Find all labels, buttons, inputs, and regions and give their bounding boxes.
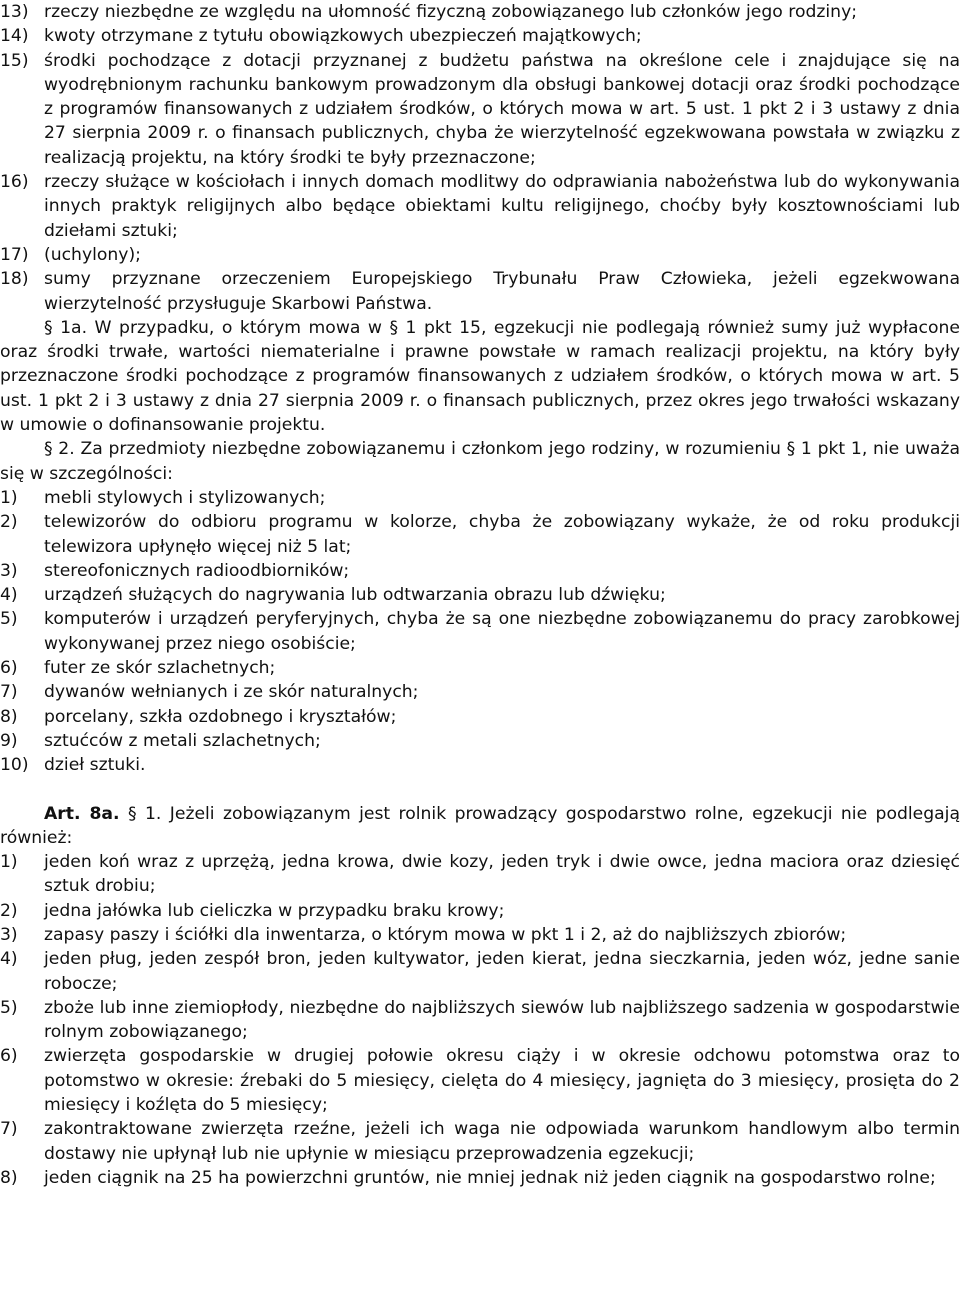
- item-text: kwoty otrzymane z tytułu obowiązkowych ubezpieczeń majątkowych;: [44, 26, 642, 47]
- farmer-exemption-list: [0, 850, 960, 1190]
- list-item: [0, 680, 960, 704]
- paragraph-mark: § 1a.: [44, 317, 88, 338]
- item-text: urządzeń służących do nagrywania lub odtwarzania obrazu lub dźwięku;: [44, 585, 666, 606]
- paragraph-text: W przypadku, o którym mowa w § 1 pkt 15, egzekucji nie podlegają również sumy już wypłacone oraz środki trwałe, wartości niematerialne i prawne powstałe w ramach realizacji projektu, na który były przeznaczone środki pochodzące z programów finansowanych z udziałem środków, o których mowa w art. 5 ust. 1 pkt 2 i 3 ustawy z dnia 27 sierpnia 2009 r. o finansach publicznych, przez okres jego trwałości wskazany w umowie o dofinansowanie projektu.: [0, 317, 960, 436]
- item-number: 3): [0, 560, 18, 581]
- item-number: 10): [0, 755, 29, 776]
- paragraph-text: Za przedmioty niezbędne zobowiązanemu i członkom jego rodziny, w rozumieniu § 1 pkt 1, nie uważa się w szczególności:: [0, 439, 960, 484]
- item-number: 8): [0, 706, 18, 727]
- item-text: sumy przyznane orzeczeniem Europejskiego Trybunału Praw Człowieka, jeżeli egzekwowana wierzytelność przysługuje Skarbowi Państwa.: [44, 269, 960, 314]
- list-item: [0, 1166, 960, 1190]
- list-item: [0, 243, 960, 267]
- item-number: 13): [0, 2, 29, 22]
- item-number: 7): [0, 1119, 18, 1140]
- item-text: rzeczy niezbędne ze względu na ułomność fizyczną zobowiązanego lub członków jego rodziny;: [44, 2, 858, 22]
- item-text: jeden ciągnik na 25 ha powierzchni gruntów, nie mniej jednak niż jeden ciągnik na gospodarstwo rolne;: [44, 1167, 936, 1188]
- list-item: [0, 947, 960, 996]
- item-text: komputerów i urządzeń peryferyjnych, chyba że są one niezbędne zobowiązanemu do pracy zarobkowej wykonywanej przez niego osobiście;: [44, 609, 960, 654]
- list-item: [0, 267, 960, 316]
- item-text: dzieł sztuki.: [44, 755, 146, 776]
- item-text: środki pochodzące z dotacji przyznanej z budżetu państwa na określone cele i znajdujące się na wyodrębnionym rachunku bankowym prowadzonym dla obsługi bankowej dotacji oraz środki pochodzące z programów finansowanych z udziałem środków, o których mowa w art. 5 ust. 1 pkt 2 i 3 ustawy z dnia 27 sierpnia 2009 r. o finansach publicznych, chyba że wierzytelność egzekwowana powstała w związku z realizacją projektu, na który środki te były przeznaczone;: [44, 50, 960, 168]
- item-text: jeden pług, jeden zespół bron, jeden kultywator, jeden kierat, jedna sieczkarnia, jeden wóz, jedne sanie robocze;: [44, 949, 960, 994]
- item-number: 4): [0, 585, 18, 606]
- list-item: [0, 656, 960, 680]
- list-item: [0, 850, 960, 899]
- list-item: [0, 559, 960, 583]
- paragraph-mark: § 1.: [127, 803, 162, 824]
- item-number: 9): [0, 730, 18, 751]
- list-item: [0, 996, 960, 1045]
- item-text: jedna jałówka lub cieliczka w przypadku braku krowy;: [44, 900, 505, 921]
- item-text: zwierzęta gospodarskie w drugiej połowie okresu ciąży i w okresie odchowu potomstwa oraz to potomstwo w okresie: źrebaki do 5 miesięcy, cielęta do 4 miesięcy, jagnięta do 3 miesięcy, prosięta do 2 miesięcy i koźlęta do 5 miesięcy;: [44, 1046, 960, 1116]
- list-item: [0, 486, 960, 510]
- item-number: 5): [0, 997, 18, 1018]
- item-number: 1): [0, 852, 18, 873]
- list-item: [0, 899, 960, 923]
- non-essential-items-list: [0, 486, 960, 778]
- paragraph-text: Jeżeli zobowiązanym jest rolnik prowadzący gospodarstwo rolne, egzekucji nie podlegają również:: [0, 803, 960, 848]
- item-text: stereofonicznych radioodbiorników;: [44, 560, 350, 581]
- item-text: porcelany, szkła ozdobnego i kryształów;: [44, 706, 397, 727]
- item-number: 1): [0, 487, 18, 508]
- list-item: [0, 24, 960, 48]
- list-item: [0, 583, 960, 607]
- item-number: 5): [0, 609, 18, 630]
- item-number: 2): [0, 900, 18, 921]
- item-text: dywanów wełnianych i ze skór naturalnych;: [44, 682, 419, 703]
- item-number: 3): [0, 924, 18, 945]
- list-item: [0, 923, 960, 947]
- item-number: 14): [0, 26, 29, 47]
- item-number: 4): [0, 949, 18, 970]
- list-item: [0, 1044, 960, 1117]
- item-text: zboże lub inne ziemiopłody, niezbędne do najbliższych siewów lub najbliższego sadzenia w gospodarstwie rolnym zobowiązanego;: [44, 997, 960, 1043]
- item-text: zakontraktowane zwierzęta rzeźne, jeżeli ich waga nie odpowiada warunkom handlowym albo termin dostawy nie upłynął lub nie upłynie w miesiącu przeprowadzenia egzekucji;: [44, 1119, 960, 1164]
- item-text: jeden koń wraz z uprzężą, jedna krowa, dwie kozy, jeden tryk i dwie owce, jedna maciora oraz dziesięć sztuk drobiu;: [44, 852, 960, 897]
- item-number: 8): [0, 1167, 18, 1188]
- list-item: [0, 510, 960, 559]
- item-number: 6): [0, 658, 18, 679]
- item-text: (uchylony);: [44, 244, 141, 265]
- list-item: [0, 170, 960, 243]
- paragraph-mark: § 2.: [44, 439, 75, 460]
- item-number: 18): [0, 269, 29, 290]
- item-text: mebli stylowych i stylizowanych;: [44, 487, 326, 508]
- paragraph-1a: [0, 316, 960, 437]
- item-text: futer ze skór szlachetnych;: [44, 658, 276, 679]
- section-spacer: [0, 778, 960, 802]
- item-number: 7): [0, 682, 18, 703]
- list-item: [0, 729, 960, 753]
- list-item: [0, 705, 960, 729]
- item-number: 6): [0, 1046, 18, 1067]
- item-number: 2): [0, 512, 18, 533]
- article-heading: Art. 8a.: [44, 803, 120, 824]
- item-number: 16): [0, 172, 29, 193]
- item-text: telewizorów do odbioru programu w kolorze, chyba że zobowiązany wykaże, że od roku produkcji telewizora upłynęło więcej niż 5 lat;: [44, 512, 960, 557]
- list-item: [0, 0, 960, 24]
- exemption-list-continued: [0, 0, 960, 316]
- list-item: [0, 1117, 960, 1166]
- list-item: [0, 49, 960, 170]
- item-text: rzeczy służące w kościołach i innych domach modlitwy do odprawiania nabożeństwa lub do wykonywania innych praktyk religijnych albo będące obiektami kultu religijnego, choćby były kosztownościami lub dziełami sztuki;: [44, 172, 960, 241]
- list-item: [0, 753, 960, 777]
- item-text: zapasy paszy i ściółki dla inwentarza, o którym mowa w pkt 1 i 2, aż do najbliższych zbiorów;: [44, 924, 847, 945]
- item-number: 15): [0, 50, 29, 71]
- list-item: [0, 607, 960, 656]
- article-8a-paragraph-1: [0, 802, 960, 851]
- paragraph-2: [0, 437, 960, 486]
- item-text: sztućców z metali szlachetnych;: [44, 730, 321, 751]
- item-number: 17): [0, 244, 29, 265]
